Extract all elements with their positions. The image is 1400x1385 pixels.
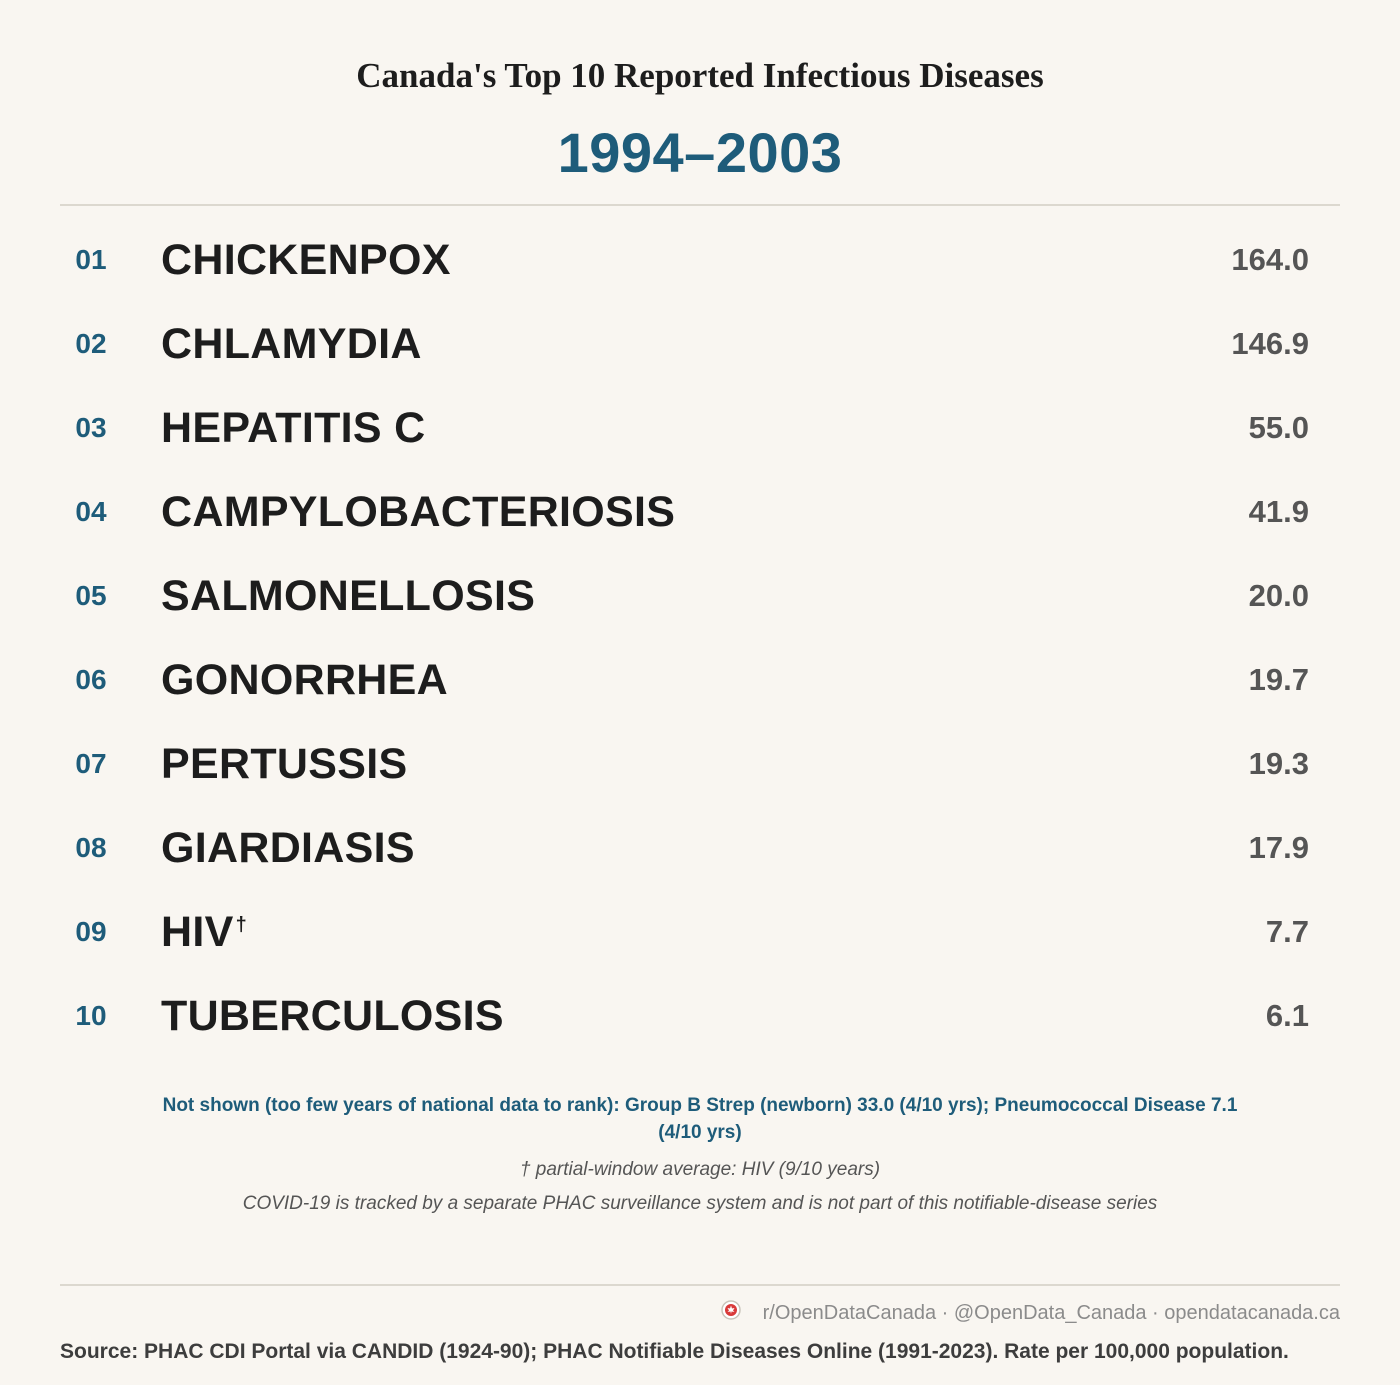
rate-value: 41.9: [1248, 494, 1309, 529]
disease-name-text: CHLAMYDIA: [161, 320, 422, 368]
footnote-marker: †: [235, 913, 248, 936]
chart-title: Canada's Top 10 Reported Infectious Diseases: [356, 56, 1044, 95]
covid-note: COVID-19 is tracked by a separate PHAC surveillance system and is not part of this notifiable-disease series: [242, 1193, 1158, 1214]
disease-name: [161, 908, 247, 957]
rate-value: 7.7: [1265, 914, 1309, 949]
disease-name-text: CHICKENPOX: [161, 236, 451, 284]
rank-number: 04: [75, 496, 107, 527]
disease-name-text: SALMONELLOSIS: [161, 572, 536, 620]
credits-text: r/OpenDataCanada · @OpenData_Canada · opendatacanada.ca: [762, 1302, 1340, 1324]
table-row: [0, 722, 1400, 806]
table-row: [0, 218, 1400, 302]
disease-name: [161, 992, 504, 1041]
header-divider: [60, 204, 1340, 206]
table-row: [0, 890, 1400, 974]
rank-number: 10: [75, 1000, 107, 1031]
source-line: Source: PHAC CDI Portal via CANDID (1924-90); PHAC Notifiable Diseases Online (1991-2023). Rate per 100,000 population.: [60, 1340, 1289, 1363]
rate-value: 55.0: [1248, 410, 1309, 445]
table-row: [0, 554, 1400, 638]
disease-name: [161, 572, 535, 621]
rank-number: 07: [75, 748, 107, 779]
rate-value: 17.9: [1248, 830, 1309, 865]
table-row: [0, 386, 1400, 470]
table-row: [0, 470, 1400, 554]
table-row: [0, 302, 1400, 386]
rank-number: 09: [75, 916, 107, 947]
disease-name-text: PERTUSSIS: [161, 740, 408, 788]
rate-value: 20.0: [1248, 578, 1309, 613]
disease-name: [161, 656, 448, 705]
disease-name-text: GIARDIASIS: [161, 824, 415, 872]
rank-number: 02: [75, 328, 107, 359]
disease-name: [161, 740, 407, 789]
maple-leaf-logo-icon: [721, 1300, 741, 1320]
rate-value: 164.0: [1231, 242, 1309, 277]
rank-number: 08: [75, 832, 107, 863]
rank-number: 01: [75, 244, 107, 275]
chart-subtitle: 1994–2003: [557, 121, 843, 184]
footer-divider: [60, 1284, 1340, 1286]
disease-name-text: HEPATITIS C: [161, 404, 426, 452]
table-row: [0, 638, 1400, 722]
disease-name-text: HIV: [161, 908, 234, 956]
rate-value: 6.1: [1265, 998, 1309, 1033]
rank-number: 03: [75, 412, 107, 443]
rate-value: 146.9: [1231, 326, 1309, 361]
table-row: [0, 806, 1400, 890]
disease-name: [161, 824, 415, 873]
rank-number: 05: [75, 580, 107, 611]
credits: [721, 1302, 1340, 1325]
disease-name: [161, 236, 451, 285]
rate-value: 19.3: [1248, 746, 1309, 781]
disease-name-text: TUBERCULOSIS: [161, 992, 504, 1040]
disease-name: [161, 488, 675, 537]
disease-name-text: CAMPYLOBACTERIOSIS: [161, 488, 676, 536]
partial-window-note: † partial-window average: HIV (9/10 years): [519, 1159, 881, 1180]
not-shown-note: Not shown (too few years of national data to rank): Group B Strep (newborn) 33.0 (4/10 yrs); Pneumococcal Disease 7.1 (4/10 yrs): [162, 1095, 1238, 1143]
rate-value: 19.7: [1248, 662, 1309, 697]
disease-name: [161, 320, 422, 369]
table-row: [0, 974, 1400, 1058]
disease-name: [161, 404, 426, 453]
rank-number: 06: [75, 664, 107, 695]
disease-name-text: GONORRHEA: [161, 656, 448, 704]
